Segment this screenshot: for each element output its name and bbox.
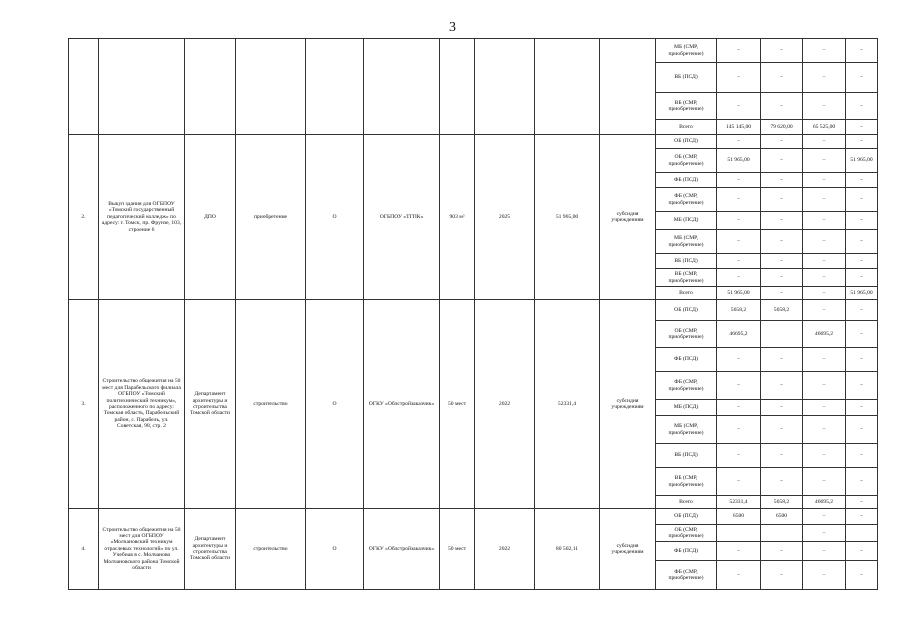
funding-source: ОБ (СМР, приобретение)	[656, 321, 717, 348]
amount-cell: –	[803, 230, 846, 254]
table-row	[69, 509, 878, 525]
funding-source: МБ (ПСД)	[656, 400, 717, 416]
amount-cell: 51 965,00	[846, 287, 878, 300]
object-name: Строительство общежития на 50 мест для ОГБПОУ «Молчановский техникум отраслевых технологий» по ул. Учебная в с. Молчаново Молчановского района Томской области	[99, 509, 185, 590]
amount-cell: 6500	[761, 509, 803, 525]
amount-cell: –	[803, 63, 846, 93]
amount-cell: –	[803, 149, 846, 173]
amount-cell: 51 965,00	[846, 149, 878, 173]
amount-cell: –	[803, 212, 846, 230]
funding-source: МБ (СМР, приобретение)	[656, 416, 717, 444]
flag: О	[306, 509, 364, 590]
amount-cell: –	[803, 348, 846, 372]
amount-cell: –	[761, 444, 803, 468]
table-row	[69, 135, 878, 149]
row-number	[69, 39, 99, 135]
amount-cell: –	[846, 561, 878, 590]
cost: 80 502,11	[535, 509, 600, 590]
amount-cell: –	[846, 254, 878, 269]
amount-cell: –	[761, 542, 803, 561]
amount-cell: –	[761, 63, 803, 93]
funding-source: ФБ (СМР, приобретение)	[656, 188, 717, 212]
funding-form	[600, 39, 656, 135]
amount-cell: 51 965,00	[717, 149, 761, 173]
amount-cell: –	[717, 400, 761, 416]
amount-cell: –	[803, 173, 846, 188]
funding-source: ВБ (СМР, приобретение)	[656, 93, 717, 120]
amount-cell: –	[761, 269, 803, 287]
capacity: 903 м²	[440, 135, 475, 300]
row-number: 2.	[69, 135, 99, 300]
funding-source: МБ (СМР, приобретение)	[656, 230, 717, 254]
amount-cell: –	[846, 269, 878, 287]
amount-cell: 5658,2	[761, 300, 803, 321]
amount-cell: –	[717, 348, 761, 372]
capacity: 50 мест	[440, 300, 475, 509]
funding-source: МБ (ПСД)	[656, 212, 717, 230]
row-number: 4.	[69, 509, 99, 590]
amount-cell: –	[846, 230, 878, 254]
cost: 51 965,00	[535, 135, 600, 300]
amount-cell: –	[803, 372, 846, 400]
amount-cell: –	[717, 468, 761, 496]
amount-cell: –	[761, 135, 803, 149]
object-name: Выкуп здания для ОГБПОУ «Томский государственный педагогический колледж» по адресу: г. Томск, пр. Фрунзе, 103, строение 6	[99, 135, 185, 300]
row-number: 3.	[69, 300, 99, 509]
amount-cell	[717, 525, 761, 542]
amount-cell: –	[803, 93, 846, 120]
amount-cell: –	[717, 542, 761, 561]
amount-cell: –	[761, 254, 803, 269]
amount-cell: –	[803, 525, 846, 542]
amount-cell: –	[761, 212, 803, 230]
work-type: приобретение	[236, 135, 306, 300]
amount-cell: –	[803, 561, 846, 590]
funding-form: субсидия учреждениям	[600, 300, 656, 509]
amount-cell: –	[803, 468, 846, 496]
funding-source: Всего	[656, 120, 717, 135]
amount-cell: 145 145,00	[717, 120, 761, 135]
amount-cell: –	[717, 372, 761, 400]
table-body	[69, 39, 878, 590]
amount-cell: –	[803, 444, 846, 468]
amount-cell: –	[717, 93, 761, 120]
work-type	[236, 39, 306, 135]
cost	[535, 39, 600, 135]
funding-source: ВБ (СМР, приобретение)	[656, 468, 717, 496]
amount-cell: –	[761, 468, 803, 496]
amount-cell: –	[803, 287, 846, 300]
funding-source: ФБ (ПСД)	[656, 348, 717, 372]
funding-source: ОБ (ПСД)	[656, 135, 717, 149]
funding-source: ФБ (ПСД)	[656, 542, 717, 561]
funding-source: Всего	[656, 287, 717, 300]
funding-source: Всего	[656, 496, 717, 509]
page-number: 3	[449, 20, 456, 35]
amount-cell: –	[803, 300, 846, 321]
amount-cell: 5658,2	[717, 300, 761, 321]
table-row	[69, 39, 878, 63]
recipient: ОГКУ «Облстройзаказчик»	[364, 509, 440, 590]
funding-source: МБ (СМР, приобретение)	[656, 39, 717, 63]
amount-cell: –	[717, 173, 761, 188]
amount-cell: –	[846, 468, 878, 496]
flag: О	[306, 300, 364, 509]
amount-cell: –	[803, 416, 846, 444]
capacity	[440, 39, 475, 135]
amount-cell: –	[846, 120, 878, 135]
amount-cell: –	[846, 39, 878, 63]
amount-cell	[761, 321, 803, 348]
amount-cell: –	[717, 444, 761, 468]
amount-cell: –	[803, 509, 846, 525]
flag	[306, 39, 364, 135]
amount-cell: –	[846, 372, 878, 400]
amount-cell: –	[846, 416, 878, 444]
amount-cell: –	[761, 173, 803, 188]
flag: О	[306, 135, 364, 300]
amount-cell: –	[761, 39, 803, 63]
amount-cell: –	[803, 39, 846, 63]
investment-table	[68, 38, 878, 590]
amount-cell: –	[717, 416, 761, 444]
funding-form: субсидия учреждениям	[600, 509, 656, 590]
customer: Департамент архитектуры и строительства Томской области	[185, 509, 236, 590]
amount-cell: –	[761, 149, 803, 173]
amount-cell: –	[846, 496, 878, 509]
recipient	[364, 39, 440, 135]
amount-cell: –	[717, 63, 761, 93]
year	[475, 39, 535, 135]
amount-cell: –	[803, 400, 846, 416]
amount-cell: –	[846, 444, 878, 468]
amount-cell: 46695,2	[717, 321, 761, 348]
amount-cell: –	[846, 212, 878, 230]
amount-cell: –	[717, 230, 761, 254]
amount-cell: –	[846, 135, 878, 149]
amount-cell: –	[717, 135, 761, 149]
amount-cell: –	[846, 300, 878, 321]
amount-cell	[846, 525, 878, 542]
amount-cell: –	[761, 561, 803, 590]
amount-cell: –	[761, 348, 803, 372]
amount-cell: –	[761, 416, 803, 444]
funding-source: ФБ (СМР, приобретение)	[656, 561, 717, 590]
amount-cell: –	[846, 542, 878, 561]
cost: 52331,4	[535, 300, 600, 509]
amount-cell: –	[717, 39, 761, 63]
amount-cell: –	[846, 509, 878, 525]
year: 2022	[475, 509, 535, 590]
funding-source: ВБ (ПСД)	[656, 63, 717, 93]
funding-source: ОБ (СМР, приобретение)	[656, 149, 717, 173]
amount-cell: –	[846, 400, 878, 416]
funding-form: субсидия учреждениям	[600, 135, 656, 300]
amount-cell: –	[846, 93, 878, 120]
amount-cell: –	[803, 135, 846, 149]
funding-source: ОБ (ПСД)	[656, 300, 717, 321]
capacity: 50 мест	[440, 509, 475, 590]
amount-cell: –	[761, 372, 803, 400]
amount-cell: –	[846, 348, 878, 372]
table-row	[69, 300, 878, 321]
amount-cell: –	[803, 188, 846, 212]
amount-cell: –	[761, 188, 803, 212]
amount-cell: 6500	[717, 509, 761, 525]
amount-cell: –	[761, 287, 803, 300]
amount-cell: –	[846, 173, 878, 188]
customer: Департамент архитектуры и строительства Томской области	[185, 300, 236, 509]
amount-cell: –	[717, 269, 761, 287]
amount-cell: –	[846, 188, 878, 212]
amount-cell: 46695,2	[803, 321, 846, 348]
customer: ДПО	[185, 135, 236, 300]
amount-cell: 79 620,00	[761, 120, 803, 135]
funding-source: ОБ (ПСД)	[656, 509, 717, 525]
recipient: ОГКУ «Облстройзаказчик»	[364, 300, 440, 509]
amount-cell: 5658,2	[761, 496, 803, 509]
customer	[185, 39, 236, 135]
amount-cell: 51 965,00	[717, 287, 761, 300]
funding-source: ОБ (СМР, приобретение)	[656, 525, 717, 542]
funding-source: ФБ (ПСД)	[656, 173, 717, 188]
amount-cell: 46695,2	[803, 496, 846, 509]
amount-cell: –	[803, 254, 846, 269]
work-type: строительство	[236, 300, 306, 509]
amount-cell: –	[761, 93, 803, 120]
funding-source: ФБ (СМР, приобретение)	[656, 372, 717, 400]
amount-cell: –	[717, 254, 761, 269]
amount-cell: –	[717, 188, 761, 212]
year: 2022	[475, 300, 535, 509]
work-type: строительство	[236, 509, 306, 590]
amount-cell	[761, 525, 803, 542]
funding-source: ВБ (ПСД)	[656, 444, 717, 468]
funding-source: ВБ (СМР, приобретение)	[656, 269, 717, 287]
amount-cell: –	[846, 63, 878, 93]
amount-cell: –	[803, 269, 846, 287]
object-name: Строительство общежития на 50 мест для Парабельского филиала ОГБПОУ «Томский политехнический техникум», расположенного по адресу: Томская область, Парабельский район, с. Парабель, ул. Советская, 98, стр. 2	[99, 300, 185, 509]
recipient: ОГБПОУ «ТГПК»	[364, 135, 440, 300]
amount-cell: –	[717, 561, 761, 590]
amount-cell: –	[803, 542, 846, 561]
amount-cell: –	[717, 212, 761, 230]
amount-cell: –	[761, 230, 803, 254]
amount-cell: –	[846, 321, 878, 348]
year: 2025	[475, 135, 535, 300]
amount-cell: 52331,4	[717, 496, 761, 509]
amount-cell: 65 525,00	[803, 120, 846, 135]
funding-source: ВБ (ПСД)	[656, 254, 717, 269]
object-name	[99, 39, 185, 135]
amount-cell: –	[761, 400, 803, 416]
